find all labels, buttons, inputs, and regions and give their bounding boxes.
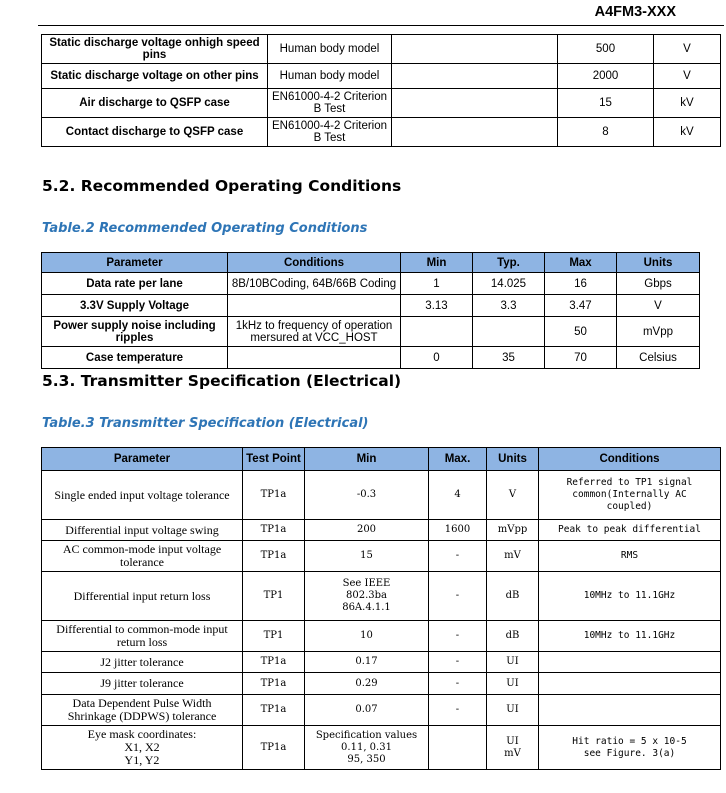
table-row — [42, 726, 721, 770]
table-row — [42, 471, 721, 520]
table-cell: 4 — [429, 471, 487, 520]
table-cell: TP1a — [243, 471, 305, 520]
table-cell: UI mV — [487, 726, 539, 770]
esd-condition: Human body model — [268, 64, 392, 89]
section-heading-5-2: 5.2. Recommended Operating Conditions — [42, 177, 402, 195]
document-id: A4FM3-XXX — [594, 4, 676, 20]
esd-value: 2000 — [558, 64, 654, 89]
table-cell: 10 — [305, 621, 429, 652]
table-cell: UI — [487, 695, 539, 726]
table-cell: 15 — [305, 541, 429, 572]
table-cell: dB — [487, 621, 539, 652]
esd-param: Static discharge voltage on other pins — [42, 64, 268, 89]
table-header-row — [42, 253, 700, 273]
table-cell: dB — [487, 572, 539, 621]
esd-table — [41, 34, 721, 147]
column-header: Units — [487, 448, 539, 471]
table-cell: Hit ratio = 5 x 10-5 see Figure. 3(a) — [539, 726, 721, 770]
table-cell: 50 — [545, 317, 617, 347]
esd-unit: kV — [654, 118, 721, 147]
transmitter-spec-table — [41, 447, 721, 770]
table-cell: UI — [487, 652, 539, 673]
table-cell: TP1a — [243, 695, 305, 726]
table-cell: 0 — [401, 347, 473, 369]
table-cell: 1kHz to frequency of operation mersured at VCC_HOST — [228, 317, 401, 347]
table-cell: 16 — [545, 273, 617, 295]
table-cell: mVpp — [487, 520, 539, 541]
esd-value: 8 — [558, 118, 654, 147]
table-cell: 1 — [401, 273, 473, 295]
table-cell: 10MHz to 11.1GHz — [539, 572, 721, 621]
column-header: Max. — [429, 448, 487, 471]
column-header: Parameter — [42, 253, 228, 273]
table-cell: Peak to peak differential — [539, 520, 721, 541]
table-header-row — [42, 448, 721, 471]
table-row — [42, 273, 700, 295]
table-cell: mV — [487, 541, 539, 572]
table-cell: V — [487, 471, 539, 520]
esd-unit: V — [654, 35, 721, 64]
table-cell: - — [429, 541, 487, 572]
table-row — [42, 695, 721, 726]
column-header: Test Point — [243, 448, 305, 471]
table-cell: 70 — [545, 347, 617, 369]
esd-min — [392, 89, 558, 118]
table-cell: TP1a — [243, 673, 305, 695]
table-cell: 10MHz to 11.1GHz — [539, 621, 721, 652]
table-cell: -0.3 — [305, 471, 429, 520]
esd-condition: EN61000-4-2 Criterion B Test — [268, 89, 392, 118]
table-row — [42, 572, 721, 621]
table-cell: 0.17 — [305, 652, 429, 673]
table-cell: 0.07 — [305, 695, 429, 726]
table-cell: Gbps — [617, 273, 700, 295]
table-row — [42, 89, 721, 118]
table-cell: 200 — [305, 520, 429, 541]
esd-param: Static discharge voltage onhigh speed pins — [42, 35, 268, 64]
table-cell: - — [429, 673, 487, 695]
table-cell: Power supply noise including ripples — [42, 317, 228, 347]
table-cell: Differential input return loss — [42, 572, 243, 621]
table-cell: TP1a — [243, 520, 305, 541]
table-cell — [473, 317, 545, 347]
table-caption-2: Table.2 Recommended Operating Conditions — [42, 221, 368, 236]
column-header: Conditions — [228, 253, 401, 273]
table-row — [42, 295, 700, 317]
esd-min — [392, 118, 558, 147]
table-cell: RMS — [539, 541, 721, 572]
esd-value: 15 — [558, 89, 654, 118]
table-row — [42, 652, 721, 673]
esd-unit: V — [654, 64, 721, 89]
table-cell — [228, 295, 401, 317]
column-header: Max — [545, 253, 617, 273]
esd-min — [392, 64, 558, 89]
header-rule — [38, 25, 724, 26]
esd-value: 500 — [558, 35, 654, 64]
table-cell — [539, 695, 721, 726]
table-row — [42, 520, 721, 541]
table-cell: - — [429, 652, 487, 673]
column-header: Conditions — [539, 448, 721, 471]
table-cell — [539, 652, 721, 673]
table-row — [42, 541, 721, 572]
table-cell: 8B/10BCoding, 64B/66B Coding — [228, 273, 401, 295]
section-heading-5-3: 5.3. Transmitter Specification (Electrical) — [42, 372, 402, 390]
table-cell — [539, 673, 721, 695]
esd-condition: Human body model — [268, 35, 392, 64]
table-cell: Eye mask coordinates: X1, X2 Y1, Y2 — [42, 726, 243, 770]
table-cell: AC common-mode input voltage tolerance — [42, 541, 243, 572]
operating-conditions-table — [41, 252, 700, 369]
table-cell: Differential to common-mode input return loss — [42, 621, 243, 652]
table-cell: Referred to TP1 signal common(Internally AC coupled) — [539, 471, 721, 520]
column-header: Typ. — [473, 253, 545, 273]
esd-unit: kV — [654, 89, 721, 118]
table-cell: TP1a — [243, 726, 305, 770]
table-cell: - — [429, 621, 487, 652]
esd-param: Air discharge to QSFP case — [42, 89, 268, 118]
table-cell: V — [617, 295, 700, 317]
table-cell: Single ended input voltage tolerance — [42, 471, 243, 520]
table-cell: J2 jitter tolerance — [42, 652, 243, 673]
column-header: Min — [305, 448, 429, 471]
table-cell: 3.3 — [473, 295, 545, 317]
table-cell: Differential input voltage swing — [42, 520, 243, 541]
table-cell: TP1 — [243, 572, 305, 621]
table-cell — [401, 317, 473, 347]
table-cell: 3.47 — [545, 295, 617, 317]
table-cell: Celsius — [617, 347, 700, 369]
table-cell: J9 jitter tolerance — [42, 673, 243, 695]
table-cell: 14.025 — [473, 273, 545, 295]
table-cell: 35 — [473, 347, 545, 369]
table-cell: Specification values 0.11, 0.31 95, 350 — [305, 726, 429, 770]
table-cell: Data Dependent Pulse Width Shrinkage (DDPWS) tolerance — [42, 695, 243, 726]
column-header: Units — [617, 253, 700, 273]
table-cell: TP1a — [243, 652, 305, 673]
table-row — [42, 35, 721, 64]
table-cell: - — [429, 695, 487, 726]
table-row — [42, 673, 721, 695]
table-cell: TP1a — [243, 541, 305, 572]
table-cell — [429, 726, 487, 770]
table-row — [42, 64, 721, 89]
table-cell: 1600 — [429, 520, 487, 541]
table-cell — [228, 347, 401, 369]
table-cell: 3.13 — [401, 295, 473, 317]
table-cell: See IEEE 802.3ba 86A.4.1.1 — [305, 572, 429, 621]
column-header: Parameter — [42, 448, 243, 471]
table-cell: Case temperature — [42, 347, 228, 369]
table-cell: 0.29 — [305, 673, 429, 695]
table-row — [42, 621, 721, 652]
esd-min — [392, 35, 558, 64]
table-caption-3: Table.3 Transmitter Specification (Electrical) — [42, 416, 369, 431]
esd-condition: EN61000-4-2 Criterion B Test — [268, 118, 392, 147]
table-row — [42, 118, 721, 147]
table-cell: mVpp — [617, 317, 700, 347]
table-row — [42, 347, 700, 369]
table-cell: Data rate per lane — [42, 273, 228, 295]
esd-param: Contact discharge to QSFP case — [42, 118, 268, 147]
column-header: Min — [401, 253, 473, 273]
table-cell: - — [429, 572, 487, 621]
table-row — [42, 317, 700, 347]
table-cell: TP1 — [243, 621, 305, 652]
table-cell: UI — [487, 673, 539, 695]
table-cell: 3.3V Supply Voltage — [42, 295, 228, 317]
